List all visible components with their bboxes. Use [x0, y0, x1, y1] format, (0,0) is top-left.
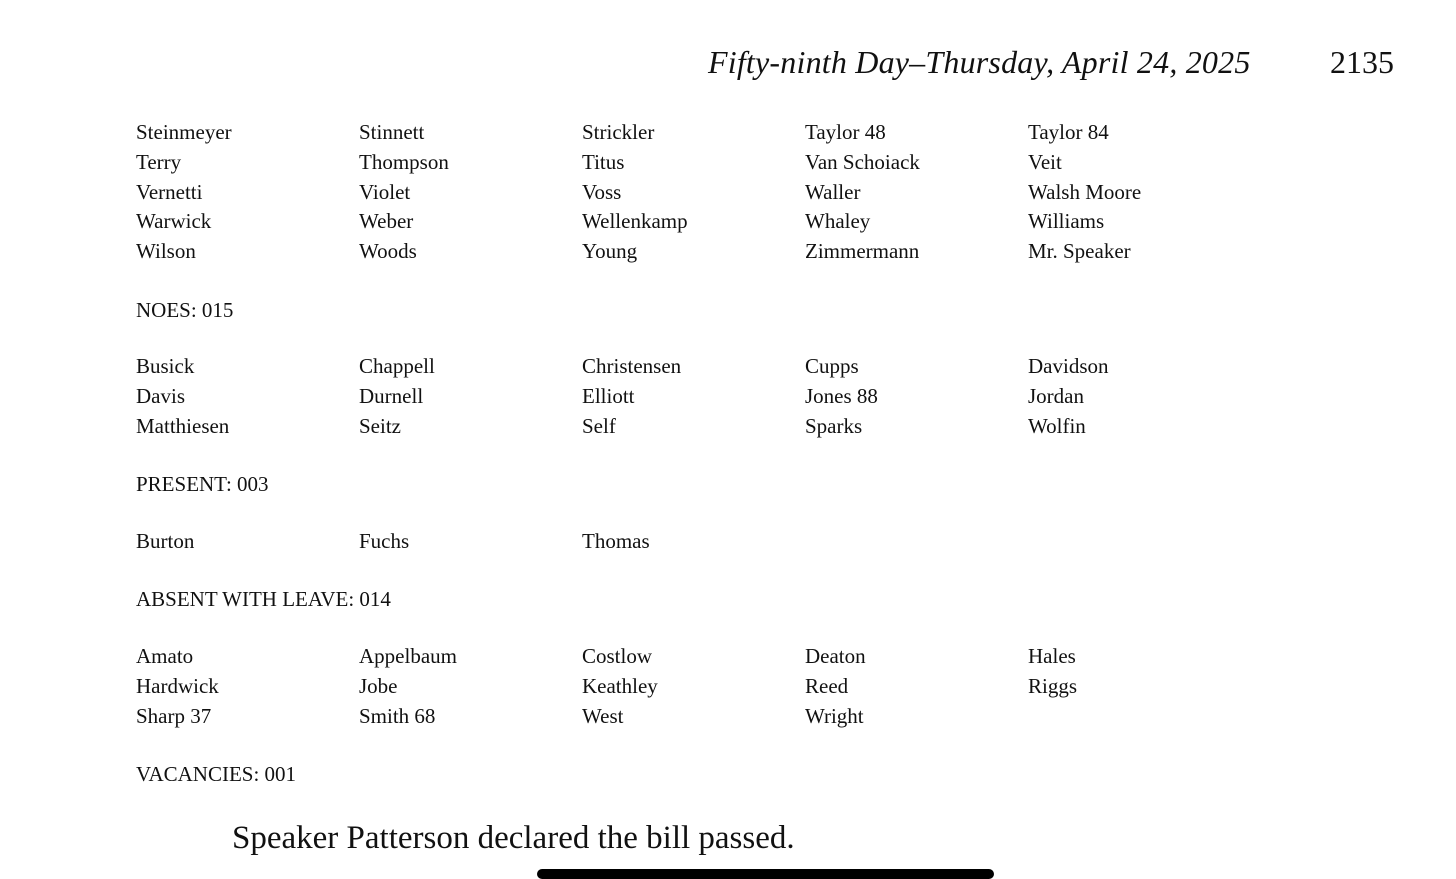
member-name: Young [582, 239, 638, 264]
member-name: Van Schoiack [805, 149, 920, 174]
member-name: Hales [1028, 644, 1076, 668]
member-name: Wright [805, 703, 864, 728]
member-name: Sharp 37 [136, 703, 212, 728]
member-name: Weber [359, 209, 414, 234]
page-header [0, 44, 1456, 88]
member-name: Christensen [582, 354, 682, 378]
member-name: Mr. Speaker [1028, 239, 1131, 264]
member-name: Elliott [582, 383, 635, 408]
home-indicator[interactable] [537, 869, 994, 879]
member-name: West [582, 703, 624, 728]
member-name: Busick [136, 354, 195, 378]
member-name: Warwick [136, 209, 212, 234]
member-name: Davis [136, 383, 185, 408]
member-name: Seitz [359, 413, 401, 438]
vacancies-heading: VACANCIES: 001 [136, 762, 297, 786]
member-name: Strickler [582, 120, 655, 144]
present-heading: PRESENT: 003 [136, 472, 269, 496]
member-name: Amato [136, 644, 194, 668]
member-name: Veit [1028, 149, 1062, 174]
member-name: Reed [805, 673, 849, 698]
member-name: Whaley [805, 209, 871, 234]
member-name: Waller [805, 179, 861, 204]
member-name: Burton [136, 529, 195, 553]
member-name: Hardwick [136, 673, 219, 698]
member-name: Thomas [582, 529, 650, 553]
closing-statement: Speaker Patterson declared the bill passed. [232, 820, 795, 856]
member-name: Keathley [582, 673, 658, 698]
present-list [136, 527, 1286, 557]
member-name: Steinmeyer [136, 120, 232, 144]
noes-heading: NOES: 015 [136, 298, 234, 322]
member-name: Stinnett [359, 120, 425, 144]
ayes-list [136, 118, 1286, 267]
member-name: Sparks [805, 413, 863, 438]
member-name: Jobe [359, 673, 398, 698]
member-name: Smith 68 [359, 703, 436, 728]
member-name: Wellenkamp [582, 209, 688, 234]
member-name: Davidson [1028, 354, 1109, 378]
member-name: Fuchs [359, 529, 410, 553]
member-name: Costlow [582, 644, 653, 668]
noes-list [136, 352, 1286, 441]
member-name: Matthiesen [136, 413, 230, 438]
member-name: Cupps [805, 354, 859, 378]
member-name: Terry [136, 149, 182, 174]
member-name: Jones 88 [805, 383, 878, 408]
member-name: Titus [582, 149, 625, 174]
member-name: Taylor 48 [805, 120, 886, 144]
member-name: Zimmermann [805, 239, 920, 264]
member-name: Williams [1028, 209, 1105, 234]
member-name: Self [582, 413, 616, 438]
member-name: Vernetti [136, 179, 203, 204]
absent-with-leave-heading: ABSENT WITH LEAVE: 014 [136, 587, 391, 611]
member-name: Chappell [359, 354, 435, 378]
member-name: Deaton [805, 644, 866, 668]
member-name: Riggs [1028, 673, 1078, 698]
member-name: Thompson [359, 149, 449, 174]
member-name: Walsh Moore [1028, 179, 1142, 204]
member-name: Violet [359, 179, 411, 204]
member-name: Wilson [136, 239, 196, 264]
member-name: Appelbaum [359, 644, 457, 668]
member-name: Durnell [359, 383, 424, 408]
member-name: Voss [582, 179, 622, 204]
member-name: Jordan [1028, 383, 1084, 408]
member-name: Wolfin [1028, 413, 1086, 438]
member-name: Woods [359, 239, 417, 264]
absent-with-leave-list [136, 642, 1286, 731]
day-title: Fifty-ninth Day–Thursday, April 24, 2025 [708, 44, 1251, 80]
page-number: 2135 [1330, 44, 1394, 80]
member-name: Taylor 84 [1028, 120, 1109, 144]
